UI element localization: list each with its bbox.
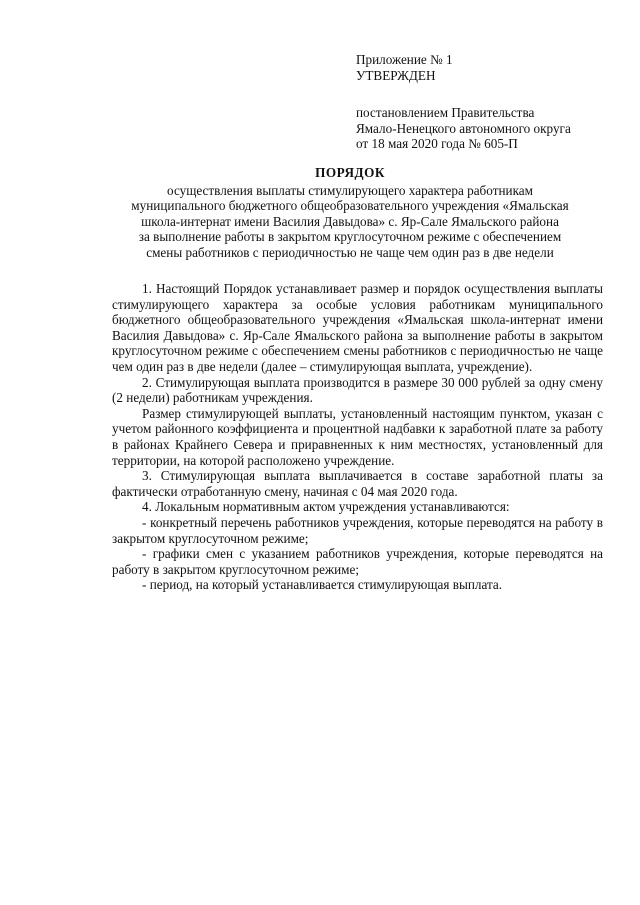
- document-heading: ПОРЯДОК: [315, 165, 385, 180]
- subtitle-line: осуществления выплаты стимулирующего характера работникам: [167, 182, 533, 198]
- subtitle-line: муниципального бюджетного общеобразовательного учреждения «Ямальская: [131, 198, 569, 214]
- paragraph-2: 2. Стимулирующая выплата производится в размере 30 000 рублей за одну смену (2 недели) работникам учреждения.: [112, 374, 603, 406]
- approval-stamp: [356, 52, 626, 152]
- paragraph-3: 3. Стимулирующая выплата выплачивается в составе заработной платы за фактически отработанную смену, начиная с 04 мая 2020 года.: [112, 468, 603, 499]
- subtitle-line: школа-интернат имени Василия Давыдова» с. Яр-Сале Ямальского района: [141, 213, 559, 229]
- resolution-label: постановлением Правительства: [356, 105, 535, 120]
- paragraph-2-amount-note: Размер стимулирующей выплаты, установленный настоящим пунктом, указан с учетом районного коэффициента и процентной надбавки к заработной плате за работу в районах Крайнего Севера и приравненных к ним местностях, установленный для территории, на которой расположено учреждение.: [112, 405, 603, 468]
- paragraph-4: 4. Локальным нормативным актом учреждения устанавливаются:: [142, 499, 510, 515]
- subtitle-line: смены работников с периодичностью не чаще чем один раз в две недели: [146, 244, 554, 260]
- region-name: Ямало-Ненецкого автономного округа: [356, 120, 571, 136]
- document-body: [112, 281, 603, 593]
- approval-gap: [356, 83, 626, 105]
- subtitle-line: за выполнение работы в закрытом круглосуточном режиме с обеспечением: [138, 229, 562, 245]
- resolution-date: от 18 мая 2020 года № 605-П: [356, 136, 518, 151]
- appendix-number: Приложение № 1: [356, 52, 453, 67]
- approved-label: УТВЕРЖДЕН: [356, 67, 436, 83]
- document-title-block: [80, 165, 620, 261]
- list-item: - конкретный перечень работников учреждения, которые переводятся на работу в закрытом круглосуточном режиме;: [112, 514, 603, 546]
- paragraph-1: 1. Настоящий Порядок устанавливает размер и порядок осуществления выплаты стимулирующего характера за особые условия работникам муниципального бюджетного общеобразовательного учреждения «Ямальская школа-интернат имени Василия Давыдова» с. Яр-Сале Ямальского района за выполнение работы в закрытом круглосуточном режиме с обеспечением смены работников с периодичностью не чаще чем один раз в две недели (далее – стимулирующая выплата, учреждение).: [112, 281, 603, 374]
- document-subtitle: [80, 183, 620, 261]
- list-item: - период, на который устанавливается стимулирующая выплата.: [142, 577, 503, 593]
- list-item: - графики смен с указанием работников учреждения, которые переводятся на работу в закрытом круглосуточном режиме;: [112, 546, 603, 577]
